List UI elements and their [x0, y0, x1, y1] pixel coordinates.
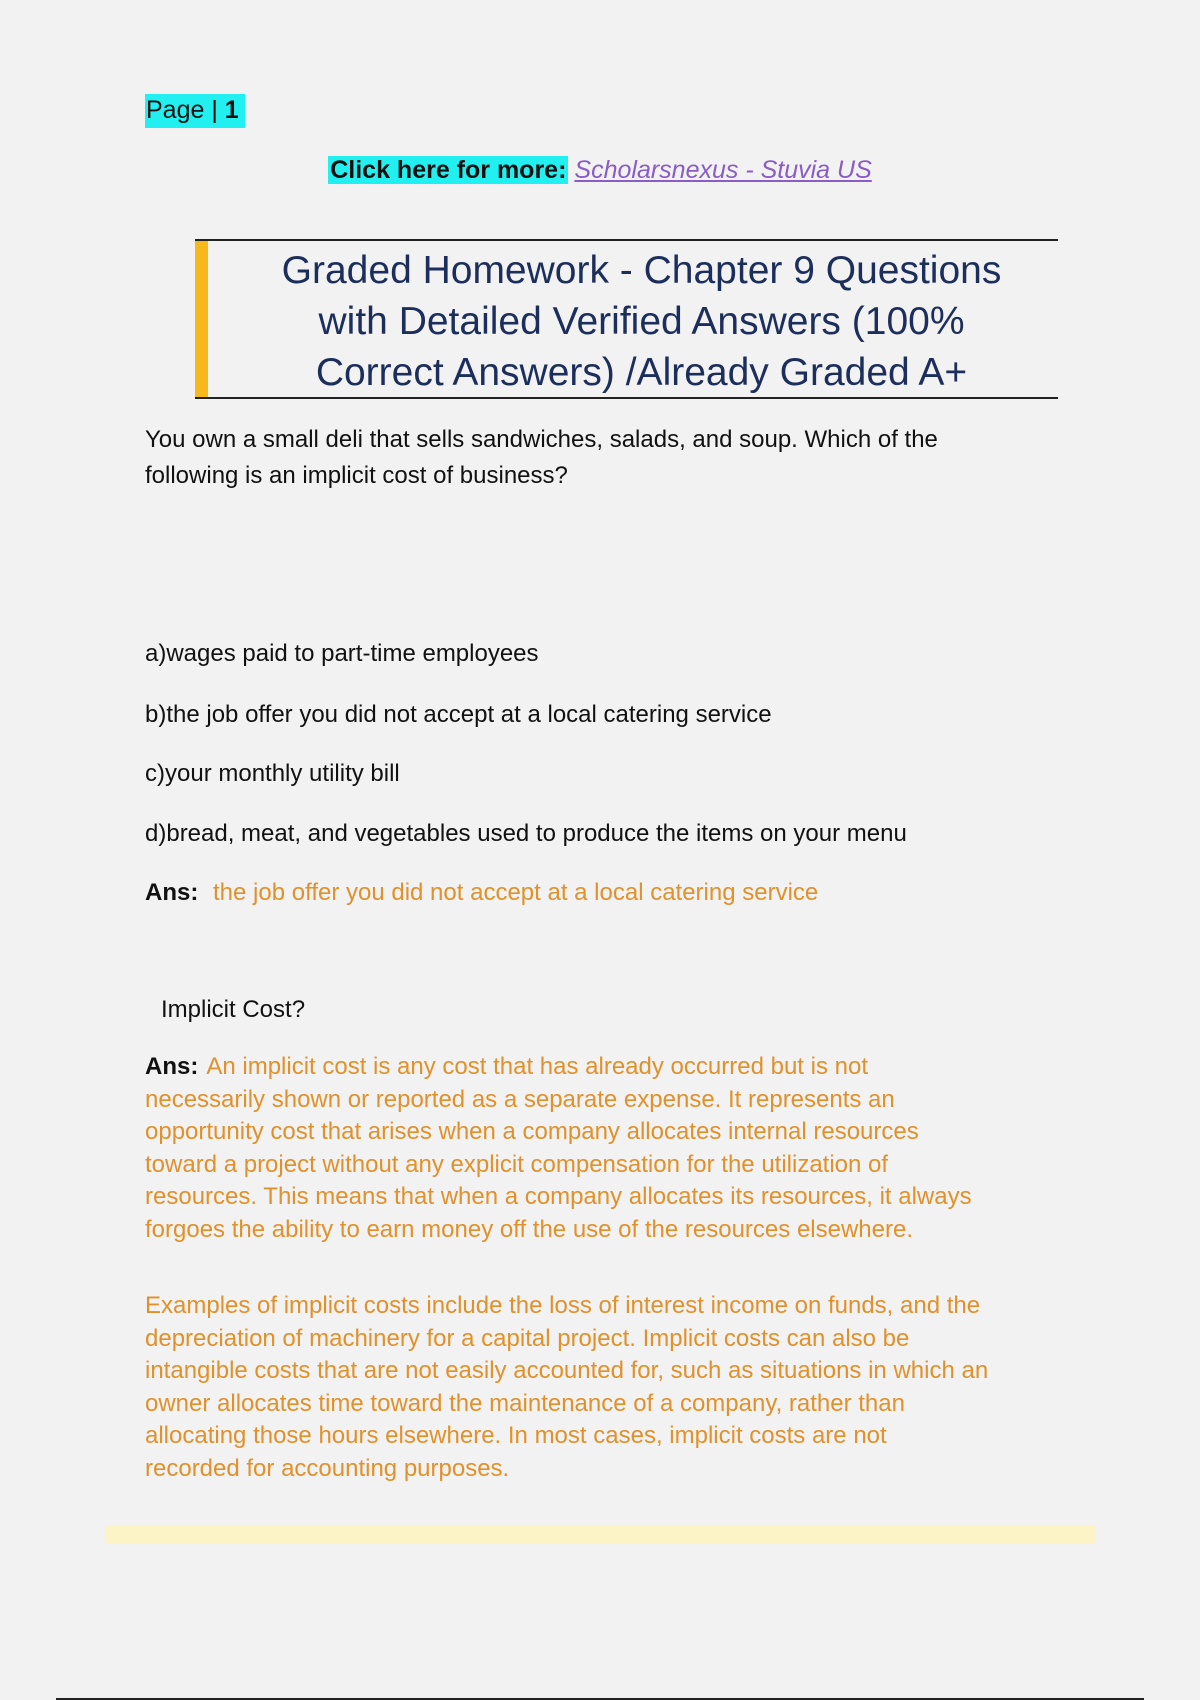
examples-paragraph: [145, 1290, 1065, 1485]
answer-2-line-5: resources. This means that when a company allocates its resources, it always: [145, 1183, 972, 1210]
title-box: [195, 239, 1058, 399]
title-line-3: Correct Answers) /Already Graded A+: [315, 351, 968, 394]
title-accent-bar: [195, 241, 208, 397]
answer-1: [145, 875, 1065, 911]
option-d: d)bread, meat, and vegetables used to produce the items on your menu: [145, 820, 907, 847]
option-c: c)your monthly utility bill: [145, 760, 400, 787]
answer-1-text: the job offer you did not accept at a local catering service: [213, 879, 819, 906]
option-b: b)the job offer you did not accept at a local catering service: [145, 701, 772, 728]
answer-2-line-1-text: An implicit cost is any cost that has already occurred but is not: [206, 1053, 868, 1080]
option-a: a)wages paid to part-time employees: [145, 640, 539, 667]
yellow-highlight-strip: [105, 1526, 1095, 1544]
more-label: Click here for more:: [330, 156, 567, 184]
document-title: [225, 245, 1058, 398]
page-number: 1: [224, 96, 239, 124]
examples-line-4: owner allocates time toward the maintenance of a company, rather than: [145, 1389, 905, 1417]
examples-line-3: intangible costs that are not easily accounted for, such as situations in which an: [145, 1357, 989, 1384]
question-1-text: [145, 422, 1065, 494]
page-number-label: [145, 94, 245, 128]
question-2-prompt: Implicit Cost?: [161, 996, 306, 1023]
answer-2-line-3: opportunity cost that arises when a company allocates internal resources: [145, 1118, 919, 1145]
examples-line-6: recorded for accounting purposes.: [145, 1454, 510, 1482]
question-1-line-2: following is an implicit cost of business?: [145, 462, 568, 489]
page-label-text: Page |: [146, 96, 225, 124]
title-line-2: with Detailed Verified Answers (100%: [318, 300, 965, 343]
examples-line-5: allocating those hours elsewhere. In most cases, implicit costs are not: [145, 1422, 887, 1449]
question-1-line-1: You own a small deli that sells sandwiches, salads, and soup. Which of the: [145, 426, 938, 453]
answer-2-line-2: necessarily shown or reported as a separate expense. It represents an: [145, 1085, 895, 1113]
answer-2-paragraph: [145, 1051, 1065, 1246]
stuvia-link[interactable]: Scholarsnexus - Stuvia US: [574, 156, 872, 184]
title-line-1: Graded Homework - Chapter 9 Questions: [281, 249, 1002, 292]
answer-1-label: Ans:: [145, 879, 199, 906]
answer-2-line-1: [145, 1051, 1065, 1084]
examples-line-1: Examples of implicit costs include the loss of interest income on funds, and the: [145, 1292, 981, 1319]
answer-2-line-4: toward a project without any explicit compensation for the utilization of: [145, 1150, 889, 1178]
more-line: [0, 155, 1200, 185]
answer-2-line-6: forgoes the ability to earn money off the use of the resources elsewhere.: [145, 1215, 913, 1243]
examples-line-2: depreciation of machinery for a capital project. Implicit costs can also be: [145, 1324, 910, 1352]
answer-2-label: Ans:: [145, 1053, 199, 1080]
